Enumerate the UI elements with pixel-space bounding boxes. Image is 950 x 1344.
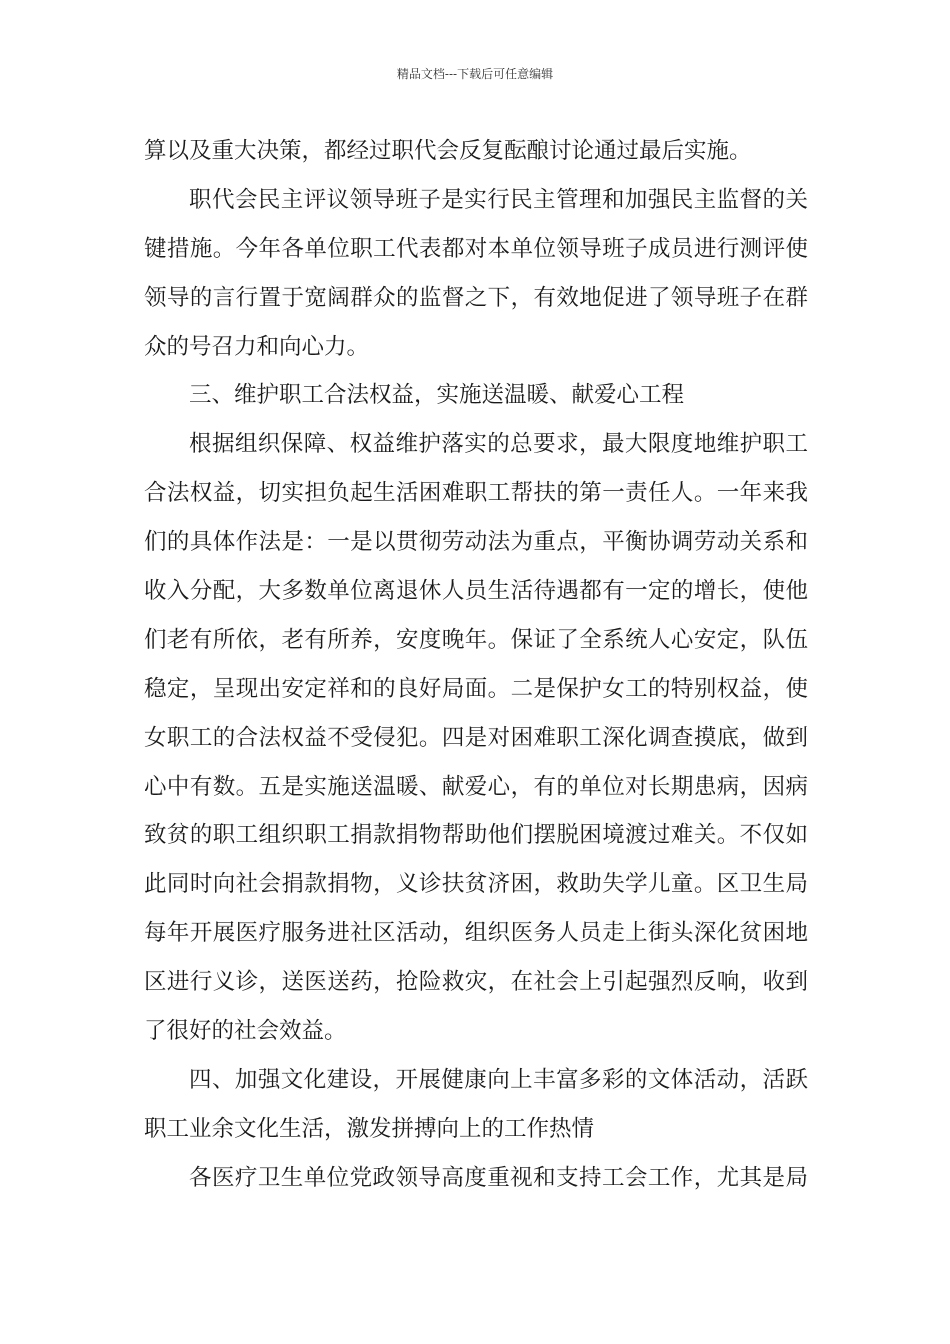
section-heading: 四、加强文化建设，开展健康向上丰富多彩的文体活动，活跃 — [189, 1066, 808, 1093]
paragraph-line: 心中有数。五是实施送温暖、献爱心，有的单位对长期患病，因病 — [144, 773, 808, 800]
paragraph-line: 领导的言行置于宽阔群众的监督之下，有效地促进了领导班子在群 — [144, 284, 808, 311]
document-body — [144, 127, 808, 1203]
paragraph-line: 算以及重大决策，都经过职代会反复酝酿讨论通过最后实施。 — [144, 138, 752, 164]
paragraph-line: 收入分配，大多数单位离退休人员生活待遇都有一定的增长，使他 — [144, 578, 808, 605]
paragraph-line: 根据组织保障、权益维护落实的总要求，最大限度地维护职工 — [189, 431, 808, 458]
paragraph-line: 区进行义诊，送医送药，抢险救灾，在社会上引起强烈反响，收到 — [144, 969, 808, 996]
page-header: 精品文档---下载后可任意编辑 — [396, 67, 554, 81]
paragraph-line: 每年开展医疗服务进社区活动，组织医务人员走上街头深化贫困地 — [144, 920, 808, 947]
paragraph-line: 了很好的社会效益。 — [144, 1018, 347, 1045]
paragraph-line: 各医疗卫生单位党政领导高度重视和支持工会工作，尤其是局 — [189, 1164, 808, 1191]
section-heading: 职工业余文化生活，激发拼搏向上的工作热情 — [144, 1115, 595, 1142]
paragraph-line: 稳定，呈现出安定祥和的良好局面。二是保护女工的特别权益，使 — [144, 675, 808, 702]
paragraph-line: 女职工的合法权益不受侵犯。四是对困难职工深化调查摸底，做到 — [144, 724, 808, 751]
paragraph-line: 合法权益，切实担负起生活困难职工帮扶的第一责任人。一年来我 — [144, 480, 808, 507]
paragraph-line: 职代会民主评议领导班子是实行民主管理和加强民主监督的关 — [189, 186, 808, 213]
paragraph-line: 们的具体作法是：一是以贯彻劳动法为重点，平衡协调劳动关系和 — [144, 529, 808, 556]
paragraph-line: 众的号召力和向心力。 — [144, 333, 370, 360]
paragraph-line: 致贫的职工组织职工捐款捐物帮助他们摆脱困境渡过难关。不仅如 — [144, 822, 808, 849]
section-heading: 三、维护职工合法权益，实施送温暖、献爱心工程 — [189, 382, 685, 409]
paragraph-line: 键措施。今年各单位职工代表都对本单位领导班子成员进行测评使 — [144, 235, 808, 262]
paragraph-line: 此同时向社会捐款捐物，义诊扶贫济困，救助失学儿童。区卫生局 — [144, 871, 808, 898]
paragraph-line: 们老有所依，老有所养，安度晚年。保证了全系统人心安定，队伍 — [144, 626, 808, 653]
